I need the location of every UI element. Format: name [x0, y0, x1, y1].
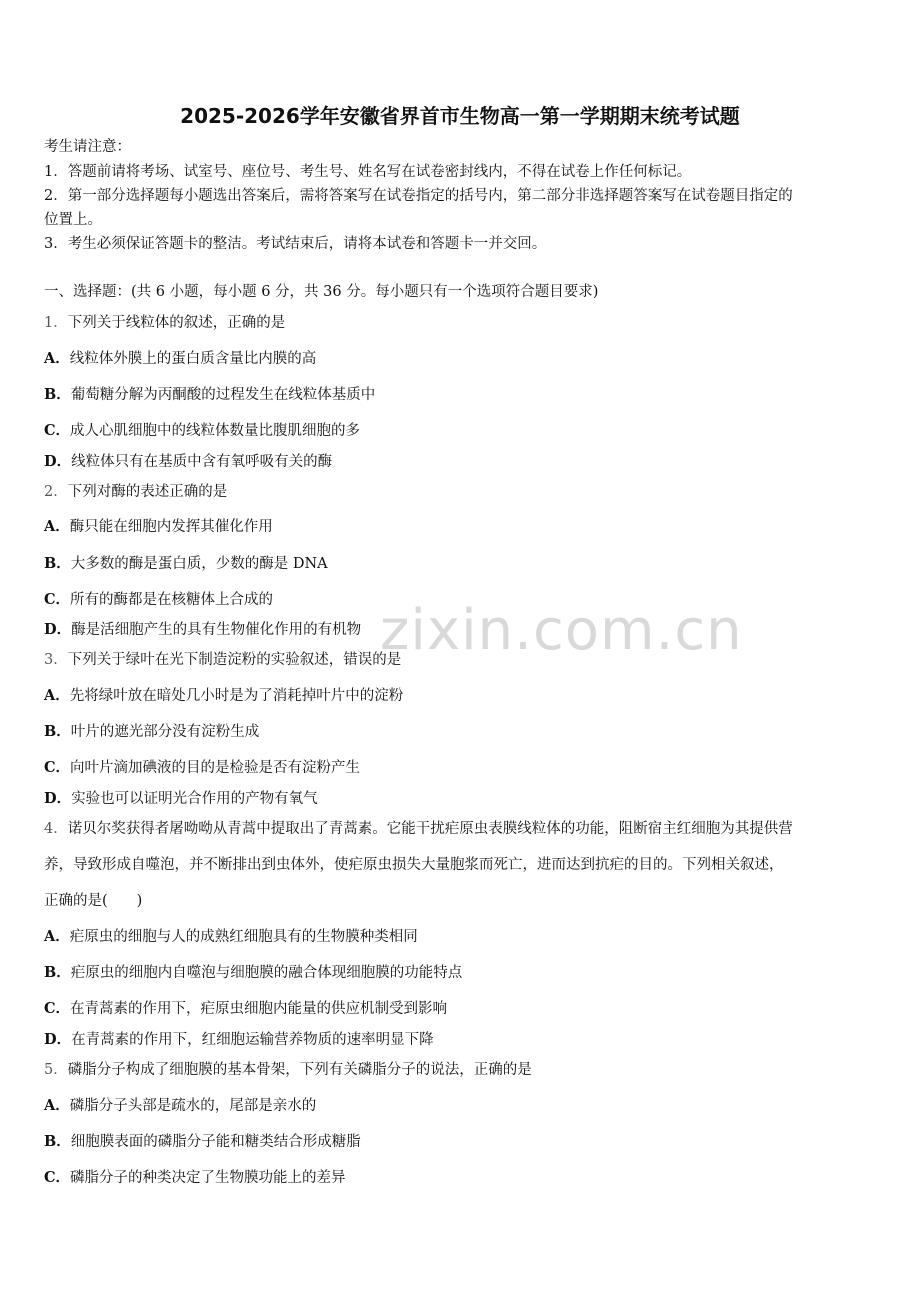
section-heading: 一、选择题：(共 6 小题，每小题 6 分，共 36 分。每小题只有一个选项符合题目要求) — [44, 284, 599, 300]
question-text: 磷脂分子构成了细胞膜的基本骨架，下列有关磷脂分子的说法，正确的是 — [67, 1062, 532, 1078]
question-4-stem-line-3: 正确的是( ) — [44, 893, 143, 909]
option-letter: A． — [44, 518, 70, 535]
q3-option-d — [44, 789, 318, 809]
notice-header: 考生请注意： — [44, 139, 131, 155]
option-text: 酶是活细胞产生的具有生物催化作用的有机物 — [71, 622, 362, 638]
q2-option-d — [44, 620, 361, 640]
option-text: 在青蒿素的作用下，疟原虫细胞内能量的供应机制受到影响 — [70, 1001, 448, 1017]
q3-option-b — [44, 722, 259, 742]
option-letter: B． — [44, 555, 71, 572]
question-text: 下列关于绿叶在光下制造淀粉的实验叙述，错误的是 — [67, 652, 402, 668]
q4-option-b — [44, 963, 462, 983]
option-letter: B． — [44, 386, 71, 403]
option-text: 向叶片滴加碘液的目的是检验是否有淀粉产生 — [70, 760, 361, 776]
q1-option-c — [44, 421, 360, 441]
notice-item-2-cont: 位置上。 — [44, 212, 102, 228]
question-number: 3． — [44, 652, 68, 668]
question-text: 下列对酶的表述正确的是 — [67, 484, 228, 500]
notice-item-2: 2．第一部分选择题每小题选出答案后，需将答案写在试卷指定的括号内，第二部分非选择题答案写在试卷题目指定的 — [44, 188, 793, 204]
option-text: 疟原虫的细胞内自噬泡与细胞膜的融合体现细胞膜的功能特点 — [70, 965, 463, 981]
option-letter: D． — [44, 1031, 72, 1048]
option-letter: B． — [44, 723, 71, 740]
option-text: 在青蒿素的作用下，红细胞运输营养物质的速率明显下降 — [71, 1032, 434, 1048]
q1-option-d — [44, 452, 332, 472]
option-text: 磷脂分子头部是疏水的，尾部是亲水的 — [69, 1098, 317, 1114]
q5-option-a — [44, 1096, 316, 1116]
q4-option-d — [44, 1030, 434, 1050]
question-text: 下列关于线粒体的叙述，正确的是 — [67, 315, 286, 331]
option-letter: A． — [44, 687, 70, 704]
q5-option-c — [44, 1168, 346, 1188]
option-text: 大多数的酶是蛋白质，少数的酶是 DNA — [70, 556, 328, 572]
question-text: 诺贝尔奖获得者屠呦呦从青蒿中提取出了青蒿素。它能干扰疟原虫表膜线粒体的功能，阻断宿主红细胞为其提供营 — [67, 821, 793, 837]
question-number: 1． — [44, 315, 68, 331]
q2-option-c — [44, 590, 273, 610]
question-2-stem — [44, 482, 227, 502]
option-letter: C． — [44, 591, 71, 608]
option-letter: C． — [44, 422, 71, 439]
question-number: 4． — [44, 821, 68, 837]
notice-item-1: 1．答题前请将考场、试室号、座位号、考生号、姓名写在试卷密封线内，不得在试卷上作任何标记。 — [44, 164, 692, 180]
option-text: 实验也可以证明光合作用的产物有氧气 — [71, 791, 318, 807]
q1-option-b — [44, 385, 375, 405]
option-text: 磷脂分子的种类决定了生物膜功能上的差异 — [70, 1170, 346, 1186]
watermark: zixin.com.cn — [380, 598, 743, 663]
q3-option-a — [44, 686, 403, 706]
option-text: 所有的酶都是在核糖体上合成的 — [70, 592, 274, 608]
option-text: 先将绿叶放在暗处几小时是为了消耗掉叶片中的淀粉 — [69, 688, 404, 704]
option-letter: D． — [44, 621, 72, 638]
option-letter: B． — [44, 964, 71, 981]
option-text: 酶只能在细胞内发挥其催化作用 — [69, 519, 273, 535]
notice-item-3: 3．考生必须保证答题卡的整洁。考试结束后，请将本试卷和答题卡一并交回。 — [44, 236, 547, 252]
option-letter: A． — [44, 928, 70, 945]
option-letter: C． — [44, 1000, 71, 1017]
option-text: 细胞膜表面的磷脂分子能和糖类结合形成糖脂 — [70, 1134, 361, 1150]
q5-option-b — [44, 1132, 361, 1152]
q2-option-a — [44, 517, 273, 537]
q2-option-b — [44, 554, 328, 574]
q3-option-c — [44, 758, 360, 778]
q1-option-a — [44, 349, 316, 369]
option-letter: A． — [44, 350, 70, 367]
option-letter: C． — [44, 759, 71, 776]
question-1-stem — [44, 313, 285, 333]
option-letter: A． — [44, 1097, 70, 1114]
q4-option-c — [44, 999, 447, 1019]
question-number: 5． — [44, 1062, 68, 1078]
option-letter: D． — [44, 453, 72, 470]
option-letter: C． — [44, 1169, 71, 1186]
option-letter: B． — [44, 1133, 71, 1150]
option-text: 叶片的遮光部分没有淀粉生成 — [70, 724, 260, 740]
option-text: 疟原虫的细胞与人的成熟红细胞具有的生物膜种类相同 — [69, 929, 418, 945]
question-number: 2． — [44, 484, 68, 500]
option-text: 线粒体只有在基质中含有氧呼吸有关的酶 — [71, 454, 333, 470]
question-4-stem-line-1 — [44, 819, 793, 839]
question-3-stem — [44, 650, 401, 670]
option-letter: D． — [44, 790, 72, 807]
option-text: 成人心肌细胞中的线粒体数量比腹肌细胞的多 — [70, 423, 361, 439]
exam-title: 2025-2026学年安徽省界首市生物高一第一学期期末统考试题 — [180, 104, 740, 128]
option-text: 线粒体外膜上的蛋白质含量比内膜的高 — [69, 351, 317, 367]
question-5-stem — [44, 1060, 532, 1080]
q4-option-a — [44, 927, 418, 947]
option-text: 葡萄糖分解为丙酮酸的过程发生在线粒体基质中 — [70, 387, 376, 403]
question-4-stem-line-2: 养，导致形成自噬泡，并不断排出到虫体外，使疟原虫损失大量胞浆而死亡，进而达到抗疟的目的。下列相关叙述， — [44, 857, 784, 873]
